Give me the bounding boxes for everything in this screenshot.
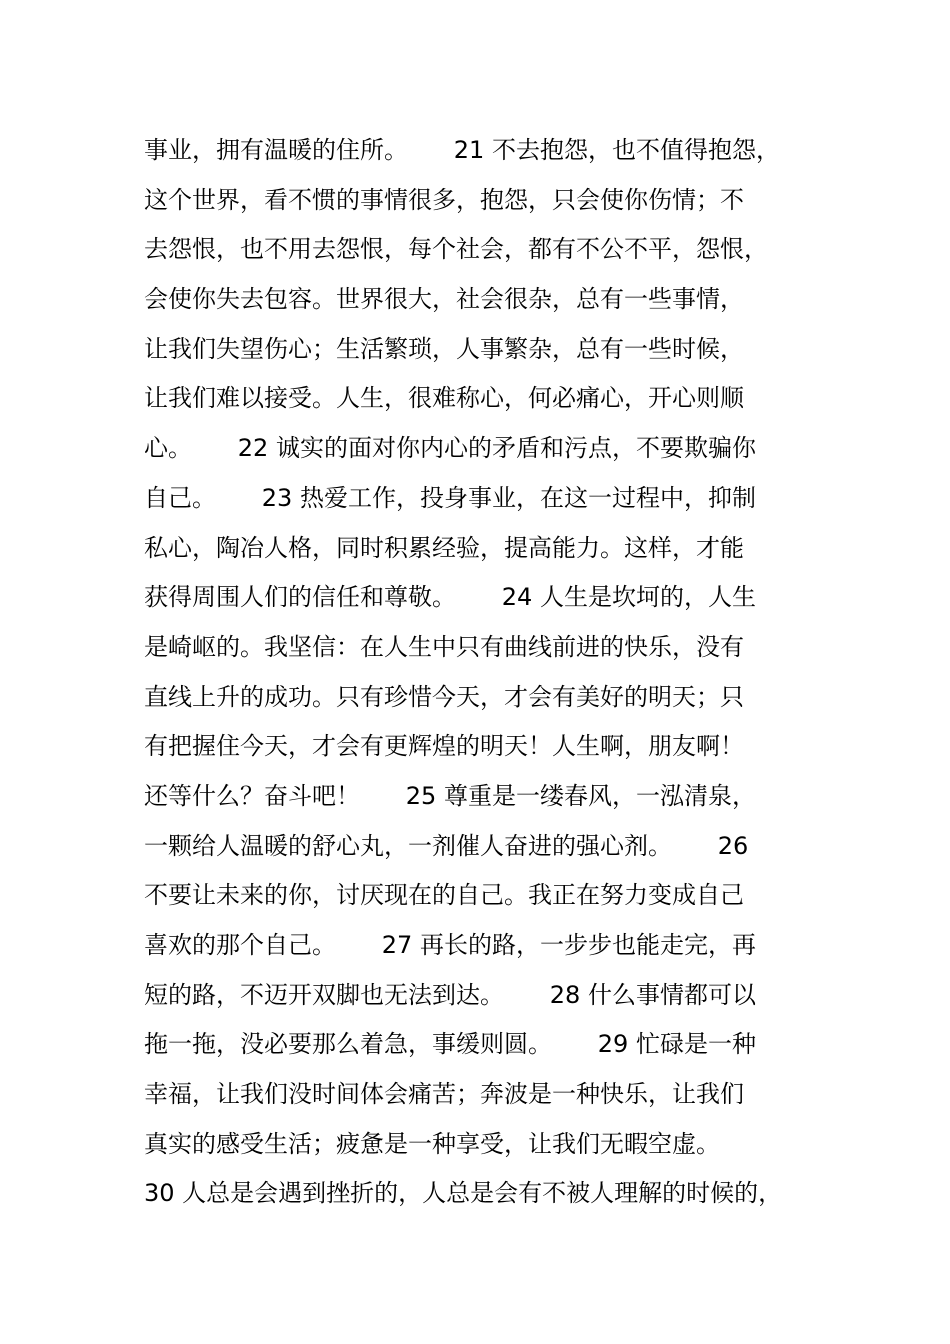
text-line-20: 幸福，让我们没时间体会痛苦；奔波是一种快乐，让我们: [144, 1080, 744, 1109]
text-line-13: 有把握住今天，才会有更辉煌的明天！人生啊，朋友啊！: [144, 732, 744, 761]
text-line-22: 30 人总是会遇到挫折的，人总是会有不被人理解的时候的，: [144, 1179, 783, 1208]
text-line-5: 让我们失望伤心；生活繁琐，人事繁杂，总有一些时候，: [144, 334, 744, 363]
text-line-2: 这个世界，看不惯的事情很多，抱怨，只会使你伤情；不: [144, 185, 744, 214]
text-line-3: 去怨恨，也不用去怨恨，每个社会，都有不公不平，怨恨，: [144, 235, 768, 264]
text-line-12: 直线上升的成功。只有珍惜今天，才会有美好的明天；只: [144, 682, 744, 711]
text-line-17: 喜欢的那个自己。 27 再长的路，一步步也能走完，再: [144, 931, 756, 959]
text-line-10: 获得周围人们的信任和尊敬。 24 人生是坎坷的，人生: [144, 583, 756, 612]
text-line-19: 拖一拖，没必要那么着急，事缓则圆。 29 忙碌是一种: [144, 1030, 756, 1059]
text-line-21: 真实的感受生活；疲惫是一种享受，让我们无暇空虚。: [144, 1129, 720, 1158]
text-line-9: 私心，陶冶人格，同时积累经验，提高能力。这样，才能: [144, 533, 744, 562]
text-line-1: 事业，拥有温暖的住所。 21 不去抱怨，也不值得抱怨，: [144, 136, 780, 164]
text-line-7: 心。 22 诚实的面对你内心的矛盾和污点，不要欺骗你: [144, 434, 756, 463]
text-line-18: 短的路，不迈开双脚也无法到达。 28 什么事情都可以: [144, 980, 756, 1009]
text-line-14: 还等什么？奋斗吧！ 25 尊重是一缕春风，一泓清泉，: [144, 781, 756, 810]
text-line-11: 是崎岖的。我坚信：在人生中只有曲线前进的快乐，没有: [144, 632, 744, 661]
text-line-8: 自己。 23 热爱工作，投身事业，在这一过程中，抑制: [144, 483, 756, 512]
text-line-4: 会使你失去包容。世界很大，社会很杂，总有一些事情，: [144, 285, 744, 314]
text-line-16: 不要让未来的你，讨厌现在的自己。我正在努力变成自己: [144, 881, 744, 910]
text-line-15: 一颗给人温暖的舒心丸，一剂催人奋进的强心剂。 26: [144, 831, 749, 860]
document-body-text: [144, 126, 824, 1219]
text-line-6: 让我们难以接受。人生，很难称心，何必痛心，开心则顺: [144, 384, 744, 413]
